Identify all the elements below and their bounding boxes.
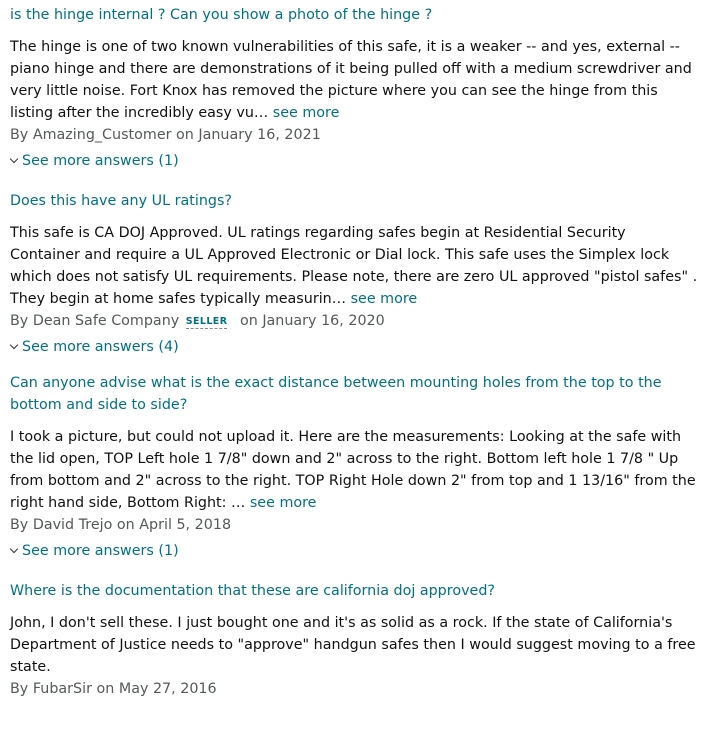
seller-badge[interactable]: SELLER [185,316,228,327]
question-link[interactable]: Can anyone advise what is the exact distance between mounting holes from the top to the bottom and side to side? [10,375,662,413]
see-more-answers-label: See more answers (1) [22,153,179,169]
spacer [10,562,700,580]
answer-byline: By Amazing_Customer on January 16, 2021 [10,127,321,143]
answer-byline [10,310,700,332]
question-link[interactable]: is the hinge internal ? Can you show a photo of the hinge ? [10,7,433,23]
see-more-answers-button[interactable] [10,150,179,172]
answer-body: I took a picture, but could not upload it. Here are the measurements: Looking at the safe with the lid open, TOP Left hole 1 7/8" down and 2" across to the right. Bottom left hole 1 7/8 " Up from bottom and 2" across to the right. TOP Right Hole down 2" from top and 1 13/16" from the right hand side, Bottom Right: … [10,429,696,511]
answer-text [10,612,700,678]
qa-item [10,372,700,562]
see-more-link[interactable]: see more [272,105,340,121]
byline-author: By Dean Safe Company [10,313,180,329]
see-more-link[interactable]: see more [249,495,317,511]
see-more-answers-button[interactable] [10,336,179,358]
qa-item [10,190,700,358]
chevron-down-icon [10,341,18,349]
chevron-down-icon [10,155,18,163]
answer-text [10,222,700,310]
answer-byline: By David Trejo on April 5, 2018 [10,517,232,533]
see-more-link[interactable]: see more [350,291,418,307]
answer-body: This safe is CA DOJ Approved. UL ratings regarding safes begin at Residential Security Container and require a UL Approved Electronic or Dial lock. This safe uses the Simplex lock which does not satisfy UL requirements. Please note, there are zero UL approved "pistol safes" . They begin at home safes typically measurin… [10,225,698,307]
answer-text [10,426,700,514]
see-more-answers-button[interactable] [10,540,179,562]
byline-date: on January 16, 2020 [239,313,385,329]
see-more-answers-label: See more answers (1) [22,543,179,559]
qa-item [10,4,700,172]
answer-byline: By FubarSir on May 27, 2016 [10,681,217,697]
spacer [10,358,700,372]
chevron-down-icon [10,545,18,553]
answer-text [10,36,700,124]
question-link[interactable]: Where is the documentation that these are california doj approved? [10,583,495,599]
qa-item [10,580,700,700]
see-more-answers-label: See more answers (4) [22,339,179,355]
spacer [10,172,700,190]
answer-body: John, I don't sell these. I just bought one and it's as solid as a rock. If the state of California's Department of Justice needs to "approve" handgun safes then I would suggest moving to a free state. [10,615,696,675]
question-link[interactable]: Does this have any UL ratings? [10,193,232,209]
answer-body: The hinge is one of two known vulnerabilities of this safe, it is a weaker -- and yes, external -- piano hinge and there are demonstrations of it being pulled off with a medium screwdriver and very little noise. Fort Knox has removed the picture where you can see the hinge from this listing after the incredibly easy vu… [10,39,692,121]
